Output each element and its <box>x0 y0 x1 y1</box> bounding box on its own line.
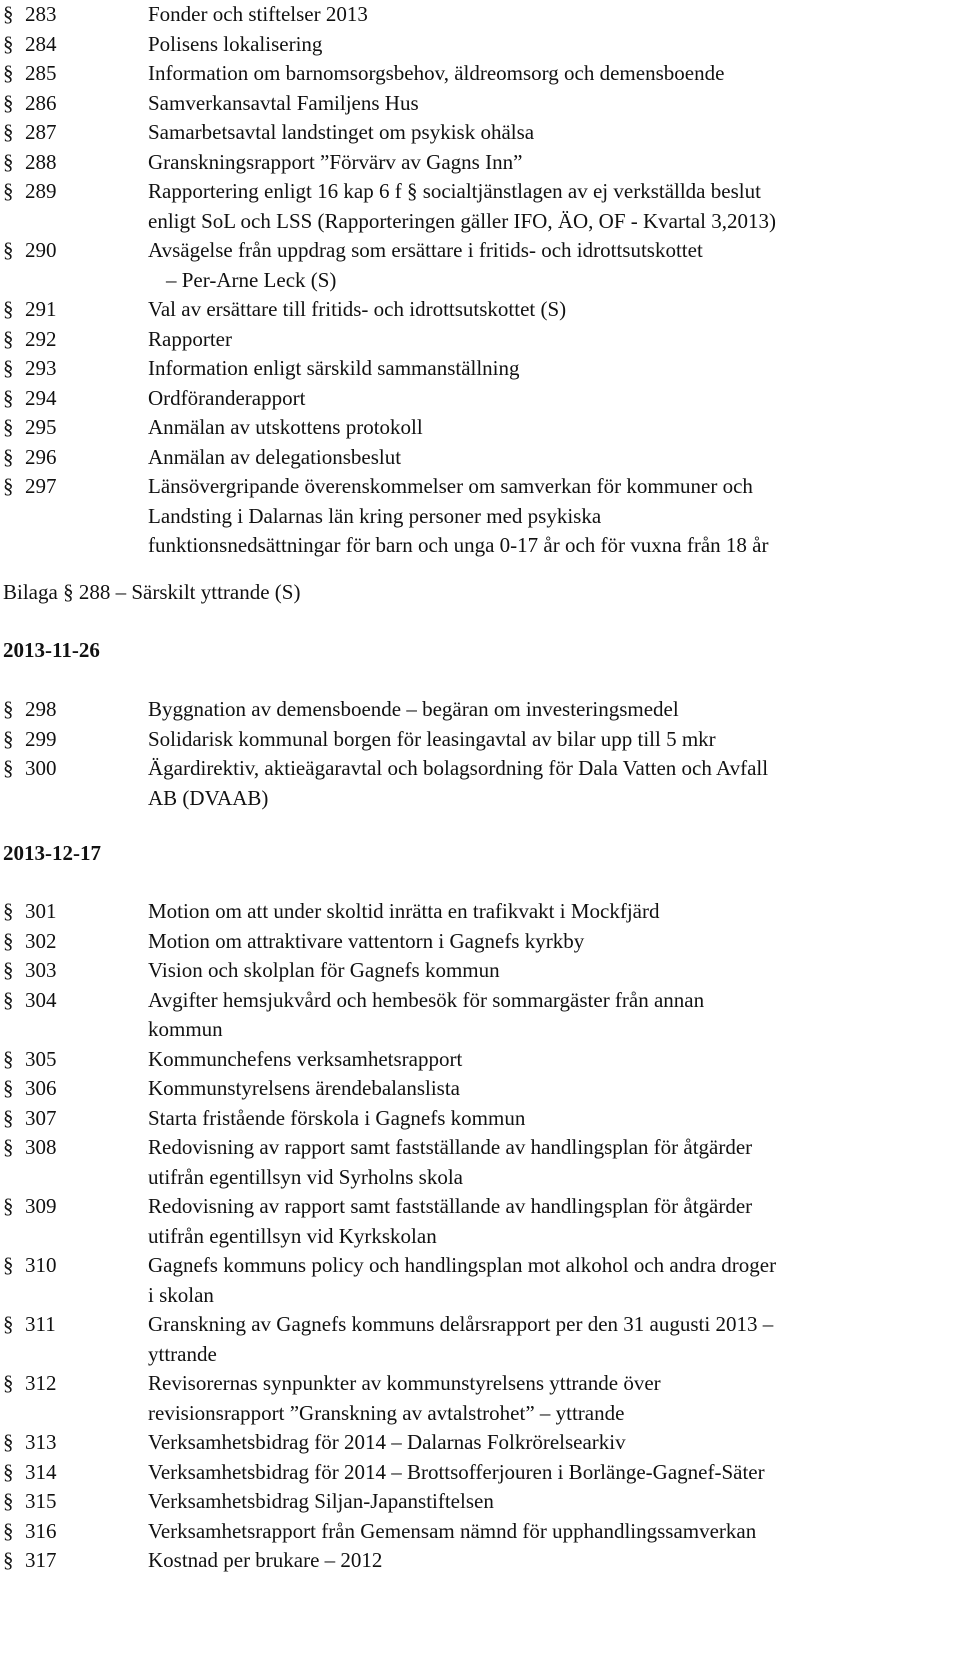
item-number: 298 <box>25 697 57 721</box>
paragraph-number <box>0 986 148 1016</box>
paragraph-number <box>0 295 148 325</box>
item-number: 314 <box>25 1459 57 1484</box>
section-symbol: § <box>3 31 14 56</box>
section-symbol: § <box>3 1312 14 1336</box>
paragraph-number <box>0 1369 148 1399</box>
item-title-line: utifrån egentillsyn vid Kyrkskolan <box>148 1223 437 1248</box>
paragraph-number <box>0 695 148 725</box>
paragraph-number <box>0 30 148 60</box>
paragraph-number <box>0 1310 148 1340</box>
bilaga-number: 288 <box>78 580 111 604</box>
item-title <box>148 0 960 30</box>
item-title <box>148 1517 960 1547</box>
section-symbol: § <box>3 120 14 144</box>
section-symbol: § <box>3 1076 14 1100</box>
paragraph-number <box>0 413 148 443</box>
item-title-line: Samverkansavtal Familjens Hus <box>148 90 419 115</box>
item-title <box>148 1133 960 1192</box>
item-number: 289 <box>25 179 57 203</box>
item-title <box>148 1074 960 1104</box>
item-title <box>148 1458 960 1488</box>
section-symbol: § <box>3 1430 14 1454</box>
item-title-line: Landsting i Dalarnas län kring personer med psykiska <box>148 503 602 528</box>
section-symbol: § <box>63 580 74 604</box>
item-title <box>148 1192 960 1251</box>
section-symbol: § <box>3 1046 14 1071</box>
agenda-item <box>0 725 960 755</box>
item-title-line: Fonder och stiftelser 2013 <box>148 2 368 26</box>
item-title <box>148 1045 960 1075</box>
section-symbol: § <box>3 326 14 351</box>
paragraph-number <box>0 118 148 148</box>
paragraph-number <box>0 354 148 384</box>
item-title-line: revisionsrapport ”Granskning av avtalstrohet” – yttrande <box>148 1400 625 1425</box>
paragraph-number <box>0 1428 148 1458</box>
agenda-item <box>0 295 960 325</box>
agenda-item <box>0 1517 960 1547</box>
item-title-line: Redovisning av rapport samt fastställande av handlingsplan för åtgärder <box>148 1135 753 1159</box>
item-title <box>148 754 960 813</box>
paragraph-number <box>0 177 148 207</box>
item-title <box>148 177 960 236</box>
agenda-item <box>0 1428 960 1458</box>
item-title-line: – Per-Arne Leck (S) <box>166 267 337 292</box>
paragraph-number <box>0 236 148 266</box>
item-number: 286 <box>25 90 57 115</box>
agenda-item <box>0 956 960 986</box>
item-title-line: Verksamhetsbidrag Siljan-Japanstiftelsen <box>148 1489 494 1513</box>
paragraph-number <box>0 956 148 986</box>
item-number: 293 <box>25 356 57 380</box>
item-title-line: Revisorernas synpunkter av kommunstyrelsens yttrande över <box>148 1371 661 1395</box>
paragraph-number <box>0 1045 148 1075</box>
paragraph-number <box>0 897 148 927</box>
agenda-item <box>0 325 960 355</box>
item-number: 292 <box>25 326 57 351</box>
item-number: 306 <box>25 1076 57 1100</box>
item-number: 291 <box>25 297 57 321</box>
item-title-line: Verksamhetsbidrag för 2014 – Brottsofferjouren i Borlänge-Gagnef-Säter <box>148 1459 765 1484</box>
paragraph-number <box>0 1133 148 1163</box>
item-number: 305 <box>25 1046 57 1071</box>
item-title-line: Ordföranderapport <box>148 385 306 410</box>
item-title-line: Motion om attraktivare vattentorn i Gagnefs kyrkby <box>148 928 585 953</box>
section-symbol: § <box>3 444 14 469</box>
agenda-item <box>0 384 960 414</box>
item-title <box>148 354 960 384</box>
item-title-line: Avsägelse från uppdrag som ersättare i fritids- och idrottsutskottet <box>148 238 703 262</box>
agenda-item <box>0 1369 960 1428</box>
item-title-line: Anmälan av utskottens protokoll <box>148 415 423 439</box>
bilaga-note <box>3 578 300 608</box>
item-title <box>148 472 960 561</box>
item-title-line: yttrande <box>148 1341 217 1366</box>
agenda-list-part-3 <box>0 897 960 1576</box>
item-title-line: Information enligt särskild sammanställning <box>148 356 520 380</box>
agenda-item <box>0 89 960 119</box>
paragraph-number <box>0 1517 148 1547</box>
item-number: 313 <box>25 1430 57 1454</box>
section-symbol: § <box>3 385 14 410</box>
paragraph-number <box>0 89 148 119</box>
item-title-line: Rapporter <box>148 326 232 351</box>
date-heading-2013-12-17: 2013-12-17 <box>3 841 101 865</box>
item-title-line: AB (DVAAB) <box>148 785 269 810</box>
paragraph-number <box>0 754 148 784</box>
item-title-line: Motion om att under skoltid inrätta en trafikvakt i Mockfjärd <box>148 899 660 923</box>
paragraph-number <box>0 1458 148 1488</box>
section-symbol: § <box>3 356 14 380</box>
item-title <box>148 30 960 60</box>
agenda-item <box>0 354 960 384</box>
paragraph-number <box>0 0 148 30</box>
item-title-line: Verksamhetsbidrag för 2014 – Dalarnas Folkrörelsearkiv <box>148 1430 626 1454</box>
paragraph-number <box>0 148 148 178</box>
paragraph-number <box>0 443 148 473</box>
item-title-line: Kostnad per brukare – 2012 <box>148 1548 383 1572</box>
section-symbol: § <box>3 756 14 780</box>
section-symbol: § <box>3 2 14 26</box>
item-number: 310 <box>25 1253 57 1277</box>
agenda-item <box>0 897 960 927</box>
item-title <box>148 1546 960 1576</box>
item-title-line: utifrån egentillsyn vid Syrholns skola <box>148 1164 463 1189</box>
item-number: 290 <box>25 238 57 262</box>
agenda-list-part-1 <box>0 0 960 561</box>
section-symbol: § <box>3 297 14 321</box>
agenda-item <box>0 1310 960 1369</box>
agenda-item <box>0 1192 960 1251</box>
item-number: 288 <box>25 149 57 174</box>
agenda-list-part-2 <box>0 695 960 813</box>
item-number: 296 <box>25 444 57 469</box>
item-title <box>148 695 960 725</box>
section-symbol: § <box>3 415 14 439</box>
section-symbol: § <box>3 149 14 174</box>
item-title-line: Information om barnomsorgsbehov, äldreomsorg och demensboende <box>148 61 725 85</box>
agenda-item <box>0 30 960 60</box>
item-number: 312 <box>25 1371 57 1395</box>
item-title <box>148 295 960 325</box>
item-number: 301 <box>25 899 57 923</box>
item-title-line: Solidarisk kommunal borgen för leasingavtal av bilar upp till 5 mkr <box>148 726 716 751</box>
agenda-item <box>0 1251 960 1310</box>
section-symbol: § <box>3 1371 14 1395</box>
item-title <box>148 384 960 414</box>
paragraph-number <box>0 384 148 414</box>
section-symbol: § <box>3 1253 14 1277</box>
item-title-line: enligt SoL och LSS (Rapporteringen gäller IFO, ÄO, OF - Kvartal 3,2013) <box>148 208 776 233</box>
item-title <box>148 443 960 473</box>
agenda-item <box>0 59 960 89</box>
agenda-item <box>0 443 960 473</box>
paragraph-number <box>0 1546 148 1576</box>
agenda-item <box>0 754 960 813</box>
item-title <box>148 725 960 755</box>
agenda-item <box>0 236 960 295</box>
agenda-item <box>0 1487 960 1517</box>
item-number: 307 <box>25 1105 57 1130</box>
section-symbol: § <box>3 1518 14 1543</box>
paragraph-number <box>0 927 148 957</box>
section-symbol: § <box>3 1135 14 1159</box>
bilaga-text: – Särskilt yttrande (S) <box>115 580 301 604</box>
item-title-line: Granskningsrapport ”Förvärv av Gagns Inn” <box>148 149 523 174</box>
agenda-item <box>0 1133 960 1192</box>
bilaga-prefix: Bilaga <box>3 580 58 604</box>
section-symbol: § <box>3 726 14 751</box>
item-number: 302 <box>25 928 57 953</box>
paragraph-number <box>0 1104 148 1134</box>
item-title-line: Gagnefs kommuns policy och handlingsplan mot alkohol och andra droger <box>148 1253 777 1277</box>
section-symbol: § <box>3 238 14 262</box>
item-number: 300 <box>25 756 57 780</box>
agenda-item <box>0 927 960 957</box>
section-symbol: § <box>3 1105 14 1130</box>
item-title <box>148 1428 960 1458</box>
item-number: 315 <box>25 1489 57 1513</box>
item-title <box>148 927 960 957</box>
paragraph-number <box>0 1074 148 1104</box>
section-symbol: § <box>3 61 14 85</box>
item-number: 317 <box>25 1548 57 1572</box>
item-number: 297 <box>25 474 57 498</box>
item-number: 311 <box>25 1312 56 1336</box>
item-number: 308 <box>25 1135 57 1159</box>
item-title-line: Polisens lokalisering <box>148 31 323 56</box>
section-symbol: § <box>3 1459 14 1484</box>
section-symbol: § <box>3 899 14 923</box>
item-number: 316 <box>25 1518 57 1543</box>
agenda-item <box>0 0 960 30</box>
agenda-item <box>0 986 960 1045</box>
section-symbol: § <box>3 1548 14 1572</box>
agenda-item <box>0 1104 960 1134</box>
item-title <box>148 1104 960 1134</box>
agenda-item <box>0 695 960 725</box>
item-title-line: Kommunchefens verksamhetsrapport <box>148 1046 463 1071</box>
item-number: 294 <box>25 385 57 410</box>
agenda-item <box>0 148 960 178</box>
item-number: 283 <box>25 2 57 26</box>
section-symbol: § <box>3 179 14 203</box>
item-number: 304 <box>25 987 57 1012</box>
item-title <box>148 1369 960 1428</box>
agenda-item <box>0 1546 960 1576</box>
item-number: 303 <box>25 958 57 982</box>
item-title-line: Samarbetsavtal landstinget om psykisk ohälsa <box>148 120 535 144</box>
item-title <box>148 1310 960 1369</box>
item-title <box>148 897 960 927</box>
paragraph-number <box>0 1487 148 1517</box>
section-symbol: § <box>3 90 14 115</box>
item-title-line: Starta fristående förskola i Gagnefs kommun <box>148 1105 526 1130</box>
item-number: 285 <box>25 61 57 85</box>
agenda-item <box>0 472 960 561</box>
item-title-line: Rapportering enligt 16 kap 6 f § socialtjänstlagen av ej verkställda beslut <box>148 179 761 203</box>
paragraph-number <box>0 59 148 89</box>
paragraph-number <box>0 1192 148 1222</box>
agenda-item <box>0 1045 960 1075</box>
item-title <box>148 956 960 986</box>
item-title <box>148 59 960 89</box>
item-title-line: Avgifter hemsjukvård och hembesök för sommargäster från annan <box>148 987 705 1012</box>
paragraph-number <box>0 725 148 755</box>
item-title-line: Länsövergripande överenskommelser om samverkan för kommuner och <box>148 474 753 498</box>
item-title <box>148 89 960 119</box>
section-symbol: § <box>3 1489 14 1513</box>
item-title-line: Byggnation av demensboende – begäran om investeringsmedel <box>148 697 679 721</box>
item-title-line: Kommunstyrelsens ärendebalanslista <box>148 1076 461 1100</box>
section-symbol: § <box>3 987 14 1012</box>
agenda-item <box>0 177 960 236</box>
paragraph-number <box>0 472 148 502</box>
item-title <box>148 148 960 178</box>
item-title <box>148 413 960 443</box>
item-title-line: i skolan <box>148 1282 214 1307</box>
item-number: 299 <box>25 726 57 751</box>
item-title <box>148 986 960 1045</box>
section-symbol: § <box>3 697 14 721</box>
paragraph-number <box>0 325 148 355</box>
item-number: 309 <box>25 1194 57 1218</box>
item-title-line: Verksamhetsrapport från Gemensam nämnd för upphandlingssamverkan <box>148 1518 757 1543</box>
item-title <box>148 236 960 295</box>
section-symbol: § <box>3 958 14 982</box>
item-title-line: kommun <box>148 1017 223 1041</box>
agenda-item <box>0 413 960 443</box>
paragraph-number <box>0 1251 148 1281</box>
item-title <box>148 118 960 148</box>
item-title-line: Redovisning av rapport samt fastställande av handlingsplan för åtgärder <box>148 1194 753 1218</box>
item-title <box>148 1487 960 1517</box>
section-symbol: § <box>3 474 14 498</box>
agenda-item <box>0 118 960 148</box>
section-symbol: § <box>3 928 14 953</box>
section-symbol: § <box>3 1194 14 1218</box>
agenda-item <box>0 1074 960 1104</box>
item-number: 295 <box>25 415 57 439</box>
item-title <box>148 325 960 355</box>
item-title-line: Ägardirektiv, aktieägaravtal och bolagsordning för Dala Vatten och Avfall <box>148 756 769 780</box>
item-title-line: Val av ersättare till fritids- och idrottsutskottet (S) <box>148 297 567 321</box>
agenda-item <box>0 1458 960 1488</box>
item-number: 287 <box>25 120 57 144</box>
item-title-line: funktionsnedsättningar för barn och unga 0-17 år och för vuxna från 18 år <box>148 533 769 557</box>
item-title-line: Anmälan av delegationsbeslut <box>148 444 402 469</box>
item-title-line: Granskning av Gagnefs kommuns delårsrapport per den 31 augusti 2013 – <box>148 1312 774 1336</box>
item-title <box>148 1251 960 1310</box>
date-heading-2013-11-26: 2013-11-26 <box>3 638 100 662</box>
item-number: 284 <box>25 31 57 56</box>
item-title-line: Vision och skolplan för Gagnefs kommun <box>148 958 500 982</box>
